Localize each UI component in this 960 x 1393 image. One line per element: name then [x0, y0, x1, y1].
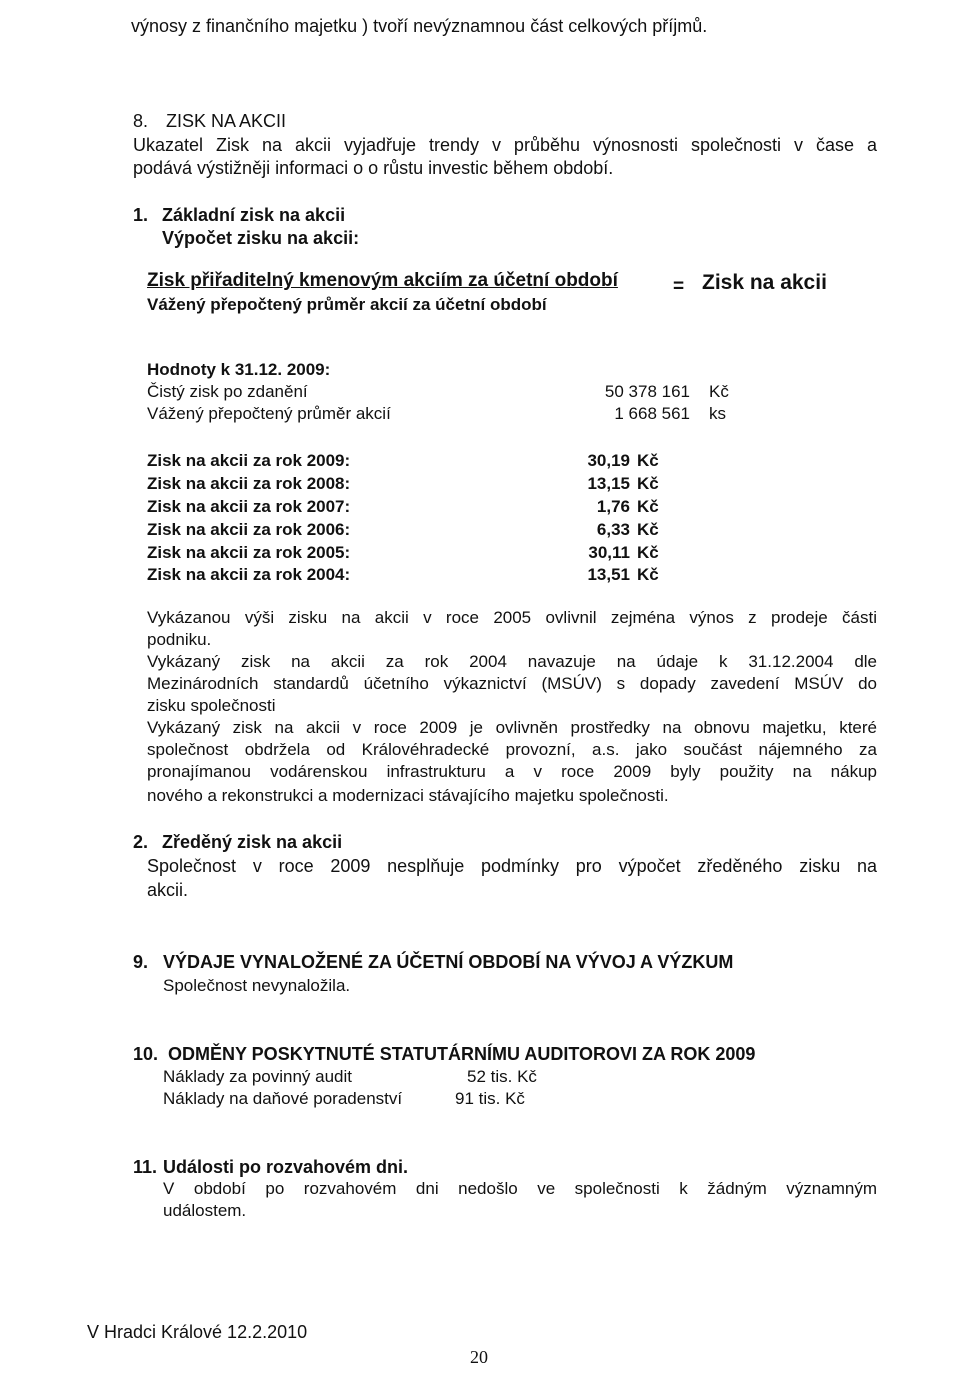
subsection-1-number: 1. [133, 205, 149, 225]
tax-advice-cost-value: 91 tis. Kč [455, 1089, 525, 1108]
shares-label: Vážený přepočtený průměr akcií [147, 404, 391, 423]
net-profit-label: Čistý zisk po zdanění [147, 382, 308, 401]
note-line: zisku společnosti [147, 696, 276, 715]
note-line: společnost obdržela od Královéhradecké provozní, a.s. jako součást nájemného za [147, 740, 877, 759]
section-10-title: ODMĚNY POSKYTNUTÉ STATUTÁRNÍMU AUDITOROVI ZA ROK 2009 [168, 1044, 756, 1064]
eps-row-unit: Kč [637, 474, 659, 493]
subsection-2-text-line-1: Společnost v roce 2009 nesplňuje podmínky pro výpočet zředěného zisku na [147, 856, 877, 876]
section-9-title: VÝDAJE VYNALOŽENÉ ZA ÚČETNÍ OBDOBÍ NA VÝVOJ A VÝZKUM [163, 952, 734, 972]
formula-numerator: Zisk přiřaditelný kmenovým akciím za účetní období [147, 270, 618, 291]
eps-row-value: 30,11 [588, 543, 630, 562]
eps-calculation-title: Výpočet zisku na akcii: [162, 228, 360, 248]
eps-row-value: 1,76 [596, 497, 630, 516]
note-line: podniku. [147, 630, 212, 649]
tax-advice-cost-label: Náklady na daňové poradenství [163, 1089, 403, 1108]
section-10-number: 10. [133, 1044, 159, 1064]
note-line: pronajímanou vodárenskou infrastrukturu a v roce 2009 byly použity na nákup [147, 762, 877, 781]
section-8-intro-line-2: podává výstižněji informaci o o růstu investic během období. [133, 158, 614, 178]
eps-row-label: Zisk na akcii za rok 2008: [147, 474, 351, 493]
subsection-2-title: Zředěný zisk na akcii [162, 832, 343, 852]
section-11-text-line-2: událostem. [163, 1201, 247, 1220]
eps-row-value: 13,15 [587, 474, 630, 493]
section-8-intro-line-1: Ukazatel Zisk na akcii vyjadřuje trendy v průběhu výnosnosti společnosti v čase a [133, 135, 877, 155]
note-line: nového a rekonstrukci a modernizaci stávajícího majetku společnosti. [147, 786, 669, 805]
continuation-line: výnosy z finančního majetku ) tvoří nevýznamnou část celkových příjmů. [131, 16, 708, 36]
shares-value: 1 668 561 [614, 404, 690, 423]
subsection-2-number: 2. [133, 832, 149, 852]
formula-denominator: Vážený přepočtený průměr akcií za účetní období [147, 295, 547, 314]
eps-row-value: 6,33 [596, 520, 630, 539]
audit-cost-label: Náklady za povinný audit [163, 1067, 353, 1086]
eps-row-label: Zisk na akcii za rok 2006: [147, 520, 351, 539]
section-11-text-line-1: V období po rozvahovém dni nedošlo ve společnosti k žádným významným [163, 1179, 877, 1198]
page-number: 20 [470, 1347, 488, 1367]
eps-row-label: Zisk na akcii za rok 2004: [147, 565, 351, 584]
eps-row-unit: Kč [637, 543, 659, 562]
net-profit-unit: Kč [709, 382, 729, 401]
subsection-2-text-line-2: akcii. [147, 880, 189, 900]
eps-row-label: Zisk na akcii za rok 2005: [147, 543, 351, 562]
section-8-number: 8. [133, 111, 149, 131]
net-profit-value: 50 378 161 [604, 382, 690, 401]
eps-row-unit: Kč [637, 520, 659, 539]
subsection-1-title: Základní zisk na akcii [162, 205, 346, 225]
section-8-title: ZISK NA AKCII [166, 111, 287, 131]
eps-row-label: Zisk na akcii za rok 2009: [147, 451, 351, 470]
eps-row-unit: Kč [637, 565, 659, 584]
eps-row-unit: Kč [637, 497, 659, 516]
section-9-number: 9. [133, 952, 149, 972]
eps-row-value: 13,51 [587, 565, 630, 584]
section-11-title: Události po rozvahovém dni. [163, 1157, 409, 1177]
eps-row-label: Zisk na akcii za rok 2007: [147, 497, 351, 516]
audit-cost-value: 52 tis. Kč [467, 1067, 537, 1086]
eps-row-value: 30,19 [587, 451, 630, 470]
values-title: Hodnoty k 31.12. 2009: [147, 360, 331, 379]
section-11-number: 11. [133, 1157, 158, 1177]
section-9-text: Společnost nevynaložila. [163, 976, 351, 995]
formula-equals: = [673, 276, 685, 297]
shares-unit: ks [709, 404, 726, 423]
eps-row-unit: Kč [637, 451, 659, 470]
note-line: Vykázaný zisk na akcii v roce 2009 je ovlivněn prostředky na obnovu majetku, které [147, 718, 877, 737]
note-line: Vykázanou výši zisku na akcii v roce 2005 ovlivnil zejména výnos z prodeje části [147, 608, 877, 627]
note-line: Vykázaný zisk na akcii za rok 2004 navazuje na údaje k 31.12.2004 dle [147, 652, 877, 671]
note-line: Mezinárodních standardů účetního výkaznictví (MSÚV) s dopady zavedení MSÚV do [147, 674, 877, 693]
formula-result: Zisk na akcii [702, 271, 827, 294]
footer-place-date: V Hradci Králové 12.2.2010 [87, 1322, 308, 1342]
